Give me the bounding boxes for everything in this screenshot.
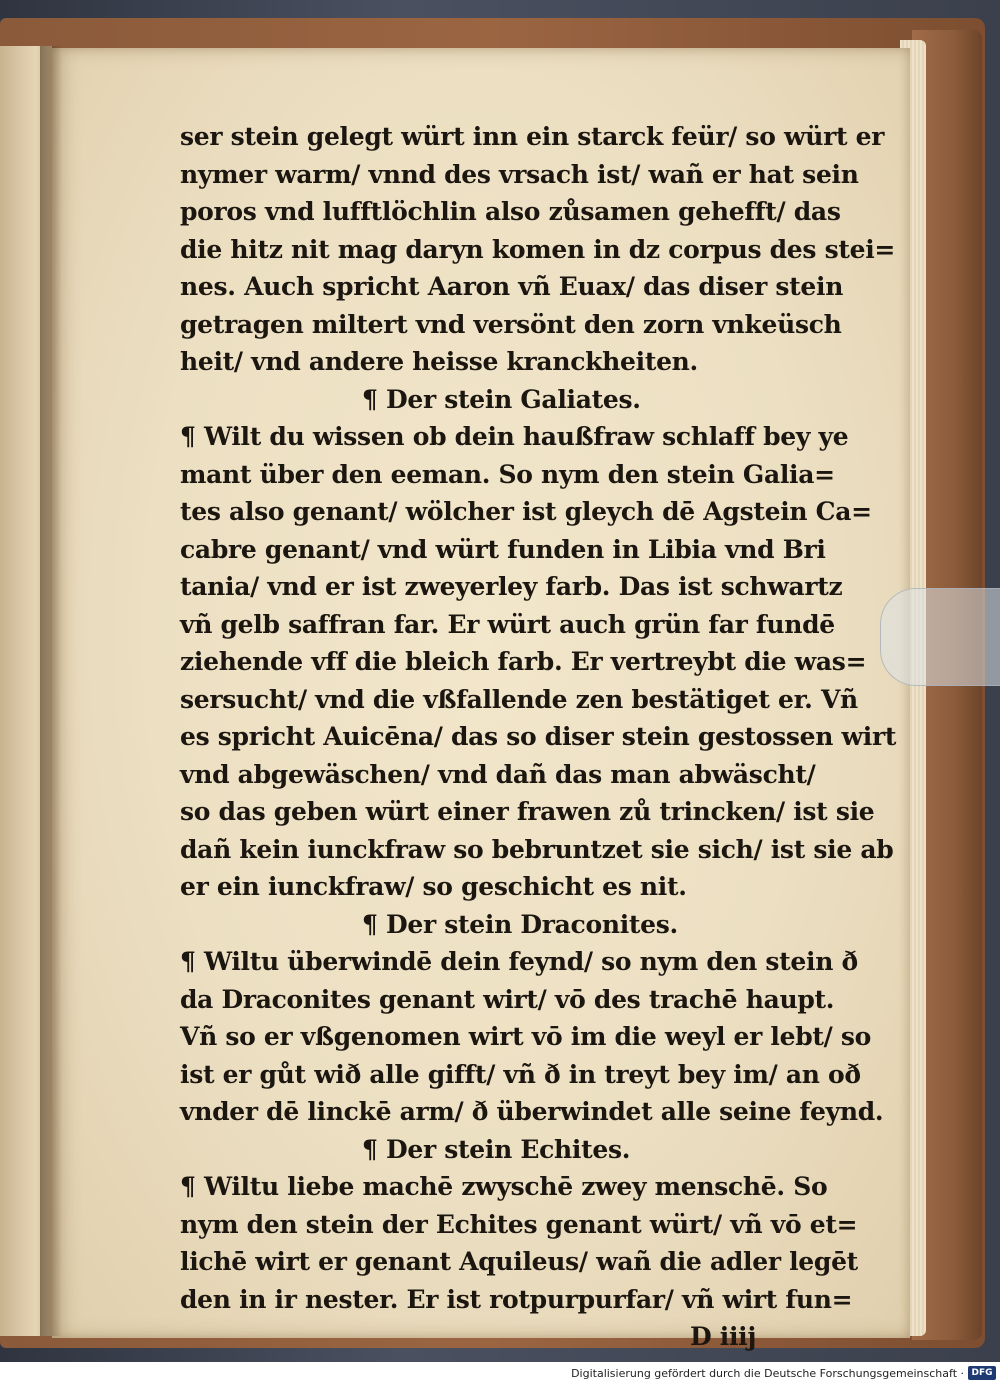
text-line: nym den stein der Echites genant würt/ vñ vō et= — [180, 1209, 858, 1239]
text-line: so das geben würt einer frawen zů trincken/ ist sie — [180, 797, 875, 826]
text-line: tes also genant/ wölcher ist gleych dē Agstein Ca= — [180, 497, 872, 526]
text-line: tania/ vnd er ist zweyerley farb. Das ist schwartz — [180, 572, 843, 601]
text-line: ¶ Wiltu liebe machē zwyschē zwey menschē. So — [180, 1172, 828, 1201]
text-line: vnder dē linckē arm/ ð überwindet alle seine feynd. — [180, 1097, 884, 1126]
text-line: poros vnd lufftlöchlin also zůsamen gehefft/ das — [180, 197, 841, 226]
text-line: cabre genant/ vnd würt funden in Libia vnd Bri — [180, 534, 826, 564]
page-text — [180, 118, 897, 1356]
section-heading: ¶ Der stein Draconites. — [362, 909, 678, 939]
text-line: vñ gelb saffran far. Er würt auch grün far fundē — [180, 609, 835, 639]
text-line: er ein iunckfraw/ so geschicht es nit. — [180, 872, 687, 901]
text-line: ist er gůt wið alle gifft/ vñ ð in treyt bey im/ an oð — [180, 1059, 861, 1089]
gutter-shadow — [40, 46, 62, 1336]
funding-credit: Digitalisierung gefördert durch die Deutsche Forschungsgemeinschaft · — [571, 1367, 964, 1380]
text-line: ziehende vff die bleich farb. Er vertreybt die was= — [180, 647, 867, 676]
text-line: nes. Auch spricht Aaron vñ Euax/ das diser stein — [180, 272, 844, 301]
text-line: getragen miltert vnd versönt den zorn vnkeüsch — [180, 309, 842, 339]
plastic-page-clip — [880, 588, 1000, 686]
text-line: mant über den eeman. So nym den stein Galia= — [180, 459, 835, 489]
text-line: da Draconites genant wirt/ vō des trachē haupt. — [180, 984, 835, 1014]
text-line: heit/ vnd andere heisse kranckheiten. — [180, 347, 698, 376]
text-line: die hitz nit mag daryn komen in dz corpus des stei= — [180, 234, 896, 264]
text-line: es spricht Auicēna/ das so diser stein gestossen wirt — [180, 722, 897, 751]
text-line: ser stein gelegt würt inn ein starck feür/ so würt er — [180, 122, 885, 151]
text-line: ¶ Wiltu überwindē dein feynd/ so nym den stein ð — [180, 947, 858, 976]
text-line: lichē wirt er genant Aquileus/ wañ die adler legēt — [180, 1247, 858, 1276]
text-line: dañ kein iunckfraw so bebruntzet sie sich/ ist sie ab — [180, 834, 894, 864]
section-heading: ¶ Der stein Galiates. — [362, 384, 641, 414]
signature-mark: D iiij — [690, 1322, 757, 1351]
text-line: vnd abgewäschen/ vnd dañ das man abwäscht/ — [180, 759, 816, 789]
text-line: nymer warm/ vnnd des vrsach ist/ wañ er hat sein — [180, 159, 859, 189]
text-line: den in ir nester. Er ist rotpurpurfar/ vñ wirt fun= — [180, 1284, 853, 1314]
section-heading: ¶ Der stein Echites. — [362, 1134, 631, 1164]
text-line: sersucht/ vnd die vßfallende zen bestätiget er. Vñ — [180, 684, 858, 714]
text-line: Vñ so er vßgenomen wirt vō im die weyl er lebt/ so — [180, 1022, 872, 1051]
text-line: ¶ Wilt du wissen ob dein haußfraw schlaff bey ye — [180, 422, 849, 451]
dfg-logo: DFG — [968, 1366, 996, 1380]
